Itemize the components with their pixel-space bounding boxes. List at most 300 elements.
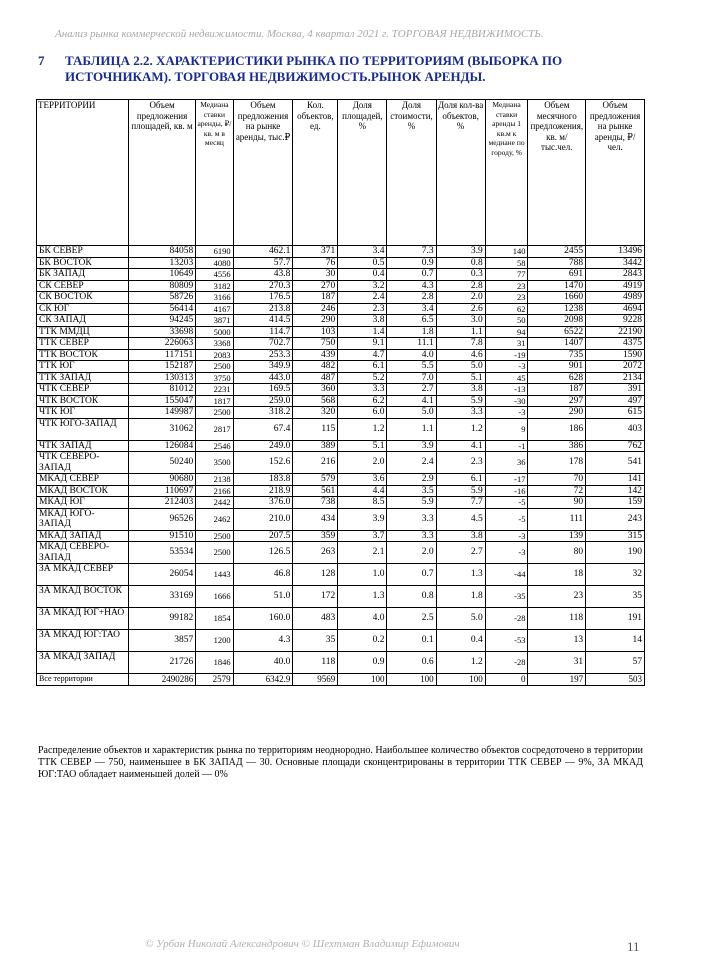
territory-cell: ТТК ММДЦ (37, 326, 129, 338)
territory-cell: СК ЗАПАД (37, 315, 129, 327)
value-cell: 1.8 (436, 586, 485, 608)
territory-cell: ЗА МКАД ЮГ:ТАО (37, 630, 129, 652)
territory-cell: МКАД ЗАПАД (37, 530, 129, 542)
value-cell: 183.8 (233, 474, 293, 486)
table-row (37, 372, 645, 384)
value-cell: 1666 (196, 586, 233, 608)
value-cell: 31 (528, 652, 586, 674)
value-cell: 8.5 (338, 497, 387, 509)
territory-table (36, 99, 645, 686)
value-cell: 13496 (586, 246, 645, 258)
value-cell: 191 (586, 608, 645, 630)
value-cell: 360 (293, 384, 338, 396)
column-header: Объем предложения на рынке аренды, тыс.₽ (233, 100, 293, 246)
value-cell: 23 (528, 586, 586, 608)
value-cell: 0.4 (436, 630, 485, 652)
value-cell: -28 (485, 652, 528, 674)
value-cell: 56414 (128, 303, 195, 315)
value-cell: 51.0 (233, 586, 293, 608)
value-cell: 226063 (128, 338, 195, 350)
table-row (37, 349, 645, 361)
value-cell: 218.9 (233, 485, 293, 497)
value-cell: 13203 (128, 257, 195, 269)
territory-cell: МКАД ВОСТОК (37, 485, 129, 497)
table-row (37, 485, 645, 497)
value-cell: 2.3 (436, 452, 485, 474)
value-cell: 0.1 (387, 630, 436, 652)
table-row (37, 542, 645, 564)
value-cell: 84058 (128, 246, 195, 258)
value-cell: 2.3 (338, 303, 387, 315)
value-cell: 94 (485, 326, 528, 338)
column-header: Доля кол-ва объектов, % (436, 100, 485, 246)
value-cell: 4.4 (338, 485, 387, 497)
value-cell: 2.9 (387, 474, 436, 486)
total-value-cell: 100 (338, 674, 387, 686)
value-cell: 3.7 (338, 530, 387, 542)
value-cell: 1.3 (436, 564, 485, 586)
value-cell: 788 (528, 257, 586, 269)
value-cell: 152187 (128, 361, 195, 373)
column-header: Объем предложения на рынке аренды, ₽/чел. (586, 100, 645, 246)
value-cell: 5.5 (387, 361, 436, 373)
value-cell: 187 (293, 292, 338, 304)
value-cell: 140 (485, 246, 528, 258)
territory-cell: ТТК ЮГ (37, 361, 129, 373)
caption-title: ТАБЛИЦА 2.2. ХАРАКТЕРИСТИКИ РЫНКА ПО ТЕРРИТОРИЯМ (ВЫБОРКА ПО ИСТОЧНИКАМ). ТОРГОВАЯ НЕДВИЖИМОСТЬ.РЫНОК АРЕНДЫ. (65, 53, 563, 84)
territory-cell: МКАД ЮГ (37, 497, 129, 509)
value-cell: 90 (528, 497, 586, 509)
territory-cell: МКАД СЕВЕР (37, 474, 129, 486)
value-cell: 253.3 (233, 349, 293, 361)
value-cell: 216 (293, 452, 338, 474)
table-row (37, 564, 645, 586)
value-cell: -17 (485, 474, 528, 486)
value-cell: 5.9 (436, 395, 485, 407)
value-cell: 270 (293, 280, 338, 292)
value-cell: 103 (293, 326, 338, 338)
value-cell: -1 (485, 440, 528, 452)
value-cell: 172 (293, 586, 338, 608)
value-cell: 6.0 (338, 407, 387, 419)
value-cell: 359 (293, 530, 338, 542)
value-cell: 1846 (196, 652, 233, 674)
value-cell: 4.1 (436, 440, 485, 452)
value-cell: 187 (528, 384, 586, 396)
value-cell: 3442 (586, 257, 645, 269)
total-value-cell: 100 (387, 674, 436, 686)
territory-cell: ЧТК СЕВЕР (37, 384, 129, 396)
value-cell: 1.2 (436, 418, 485, 440)
value-cell: 263 (293, 542, 338, 564)
value-cell: 7.0 (387, 372, 436, 384)
value-cell: 178 (528, 452, 586, 474)
total-value-cell: 0 (485, 674, 528, 686)
value-cell: 0.8 (436, 257, 485, 269)
value-cell: 3500 (196, 452, 233, 474)
table-row (37, 497, 645, 509)
value-cell: 53534 (128, 542, 195, 564)
territory-cell: ЧТК ЗАПАД (37, 440, 129, 452)
value-cell: 3.6 (338, 474, 387, 486)
total-row (37, 674, 645, 686)
total-value-cell: 9569 (293, 674, 338, 686)
table-row (37, 652, 645, 674)
value-cell: 1.3 (338, 586, 387, 608)
table-row (37, 269, 645, 281)
value-cell: 115 (293, 418, 338, 440)
value-cell: -3 (485, 542, 528, 564)
value-cell: 628 (528, 372, 586, 384)
value-cell: 94245 (128, 315, 195, 327)
value-cell: 561 (293, 485, 338, 497)
table-row (37, 630, 645, 652)
value-cell: 2.4 (387, 452, 436, 474)
value-cell: 5.0 (436, 608, 485, 630)
value-cell: 2.0 (387, 542, 436, 564)
value-cell: 4.0 (338, 608, 387, 630)
value-cell: 6.2 (338, 395, 387, 407)
table-row (37, 280, 645, 292)
value-cell: 1.1 (436, 326, 485, 338)
value-cell: 0.6 (387, 652, 436, 674)
total-value-cell: 2579 (196, 674, 233, 686)
value-cell: 46.8 (233, 564, 293, 586)
value-cell: 1660 (528, 292, 586, 304)
table-row (37, 586, 645, 608)
value-cell: 3.3 (436, 407, 485, 419)
value-cell: 4.3 (387, 280, 436, 292)
value-cell: 3.0 (436, 315, 485, 327)
value-cell: 579 (293, 474, 338, 486)
territory-cell: СК ЮГ (37, 303, 129, 315)
column-header: Кол. объектов, ед. (293, 100, 338, 246)
value-cell: 2.0 (436, 292, 485, 304)
value-cell: 159 (586, 497, 645, 509)
value-cell: 155047 (128, 395, 195, 407)
column-header: Объем предложения площадей, кв. м (128, 100, 195, 246)
value-cell: 126084 (128, 440, 195, 452)
value-cell: 43.8 (233, 269, 293, 281)
value-cell: 149987 (128, 407, 195, 419)
value-cell: 2083 (196, 349, 233, 361)
value-cell: 190 (586, 542, 645, 564)
value-cell: 33698 (128, 326, 195, 338)
value-cell: 2500 (196, 361, 233, 373)
value-cell: 22190 (586, 326, 645, 338)
value-cell: 439 (293, 349, 338, 361)
value-cell: 2.4 (338, 292, 387, 304)
value-cell: 4556 (196, 269, 233, 281)
value-cell: 3.8 (436, 384, 485, 396)
value-cell: 2455 (528, 246, 586, 258)
value-cell: 5.1 (338, 440, 387, 452)
value-cell: 58726 (128, 292, 195, 304)
value-cell: 4.3 (233, 630, 293, 652)
value-cell: 290 (528, 407, 586, 419)
value-cell: 212403 (128, 497, 195, 509)
value-cell: 4.6 (436, 349, 485, 361)
value-cell: 23 (485, 292, 528, 304)
value-cell: 0.7 (387, 564, 436, 586)
value-cell: 3.3 (338, 384, 387, 396)
value-cell: 320 (293, 407, 338, 419)
column-header: Медиана ставки аренды, ₽/кв. м в месяц (196, 100, 233, 246)
value-cell: 169.5 (233, 384, 293, 396)
value-cell: 21726 (128, 652, 195, 674)
value-cell: 2231 (196, 384, 233, 396)
value-cell: 50 (485, 315, 528, 327)
value-cell: 1407 (528, 338, 586, 350)
value-cell: -53 (485, 630, 528, 652)
value-cell: -3 (485, 530, 528, 542)
value-cell: 152.6 (233, 452, 293, 474)
territory-cell: ЗА МКАД ВОСТОК (37, 586, 129, 608)
value-cell: 3.4 (387, 303, 436, 315)
value-cell: 403 (586, 418, 645, 440)
territory-cell: ЗА МКАД ЮГ+НАО (37, 608, 129, 630)
value-cell: 246 (293, 303, 338, 315)
value-cell: 5.0 (387, 407, 436, 419)
value-cell: 391 (586, 384, 645, 396)
value-cell: 5.9 (436, 485, 485, 497)
value-cell: 2500 (196, 530, 233, 542)
value-cell: 389 (293, 440, 338, 452)
value-cell: 58 (485, 257, 528, 269)
value-cell: 33169 (128, 586, 195, 608)
value-cell: 1470 (528, 280, 586, 292)
value-cell: 99182 (128, 608, 195, 630)
value-cell: 2.8 (436, 280, 485, 292)
value-cell: 2098 (528, 315, 586, 327)
value-cell: 80809 (128, 280, 195, 292)
value-cell: -3 (485, 407, 528, 419)
value-cell: 750 (293, 338, 338, 350)
caption-number: 7 (38, 53, 45, 68)
value-cell: -28 (485, 608, 528, 630)
value-cell: 81012 (128, 384, 195, 396)
value-cell: 5.2 (338, 372, 387, 384)
table-row (37, 326, 645, 338)
value-cell: 70 (528, 474, 586, 486)
page-number: 11 (627, 939, 640, 954)
value-cell: 243 (586, 508, 645, 530)
value-cell: -3 (485, 361, 528, 373)
total-value-cell: 503 (586, 674, 645, 686)
value-cell: 0.5 (338, 257, 387, 269)
value-cell: 2.0 (338, 452, 387, 474)
value-cell: 3.3 (387, 530, 436, 542)
value-cell: 6.1 (338, 361, 387, 373)
value-cell: -19 (485, 349, 528, 361)
value-cell: 2134 (586, 372, 645, 384)
value-cell: 738 (293, 497, 338, 509)
value-cell: -30 (485, 395, 528, 407)
value-cell: 901 (528, 361, 586, 373)
value-cell: 386 (528, 440, 586, 452)
value-cell: 762 (586, 440, 645, 452)
value-cell: 6.5 (387, 315, 436, 327)
table-row (37, 530, 645, 542)
value-cell: 77 (485, 269, 528, 281)
value-cell: 118 (528, 608, 586, 630)
table-row (37, 418, 645, 440)
value-cell: 2166 (196, 485, 233, 497)
value-cell: 2.7 (436, 542, 485, 564)
value-cell: 2138 (196, 474, 233, 486)
value-cell: 2.7 (387, 384, 436, 396)
value-cell: 691 (528, 269, 586, 281)
table-row (37, 292, 645, 304)
table-header-row (37, 100, 645, 246)
value-cell: 5000 (196, 326, 233, 338)
territory-cell: ТТК ЗАПАД (37, 372, 129, 384)
territory-cell: ЧТК СЕВЕРО-ЗАПАД (37, 452, 129, 474)
value-cell: 2817 (196, 418, 233, 440)
value-cell: 2442 (196, 497, 233, 509)
value-cell: 7.3 (387, 246, 436, 258)
value-cell: 118 (293, 652, 338, 674)
value-cell: 1.8 (387, 326, 436, 338)
summary-paragraph: Распределение объектов и характеристик рынка по территориям неоднородно. Наибольшее количество объектов сосредоточено в территории ТТК СЕВЕР — 750, наименьшее в БК ЗАПАД — 30. Основные площади сконцентрированы в территории ТТК СЕВЕР — 9%, ЗА МКАД ЮГ:ТАО обладает наименьшей долей — 0% (38, 745, 643, 780)
value-cell: 4375 (586, 338, 645, 350)
value-cell: 4.7 (338, 349, 387, 361)
value-cell: 14 (586, 630, 645, 652)
value-cell: 3.5 (387, 485, 436, 497)
value-cell: 80 (528, 542, 586, 564)
territory-cell: ЧТК ЮГ (37, 407, 129, 419)
territory-cell: ТТК СЕВЕР (37, 338, 129, 350)
value-cell: 483 (293, 608, 338, 630)
value-cell: -13 (485, 384, 528, 396)
value-cell: 2.1 (338, 542, 387, 564)
territory-cell: СК СЕВЕР (37, 280, 129, 292)
value-cell: 290 (293, 315, 338, 327)
territory-cell: БК ВОСТОК (37, 257, 129, 269)
value-cell: 7.7 (436, 497, 485, 509)
value-cell: 1200 (196, 630, 233, 652)
value-cell: 5.9 (387, 497, 436, 509)
value-cell: 568 (293, 395, 338, 407)
value-cell: 1.1 (387, 418, 436, 440)
value-cell: 90680 (128, 474, 195, 486)
total-label-cell: Все территории (37, 674, 129, 686)
value-cell: 128 (293, 564, 338, 586)
territory-cell: МКАД ЮГО-ЗАПАД (37, 508, 129, 530)
value-cell: 0.9 (387, 257, 436, 269)
value-cell: 4.5 (436, 508, 485, 530)
value-cell: 2.5 (387, 608, 436, 630)
value-cell: 26054 (128, 564, 195, 586)
value-cell: 35 (586, 586, 645, 608)
value-cell: 31062 (128, 418, 195, 440)
table-row (37, 474, 645, 486)
value-cell: 176.5 (233, 292, 293, 304)
value-cell: 3.2 (338, 280, 387, 292)
table-row (37, 608, 645, 630)
value-cell: 1.2 (338, 418, 387, 440)
table-row (37, 315, 645, 327)
value-cell: 72 (528, 485, 586, 497)
value-cell: 487 (293, 372, 338, 384)
value-cell: -35 (485, 586, 528, 608)
value-cell: 735 (528, 349, 586, 361)
table-row (37, 303, 645, 315)
value-cell: 2.6 (436, 303, 485, 315)
territory-cell: ТТК ВОСТОК (37, 349, 129, 361)
value-cell: 249.0 (233, 440, 293, 452)
value-cell: 541 (586, 452, 645, 474)
column-header: Доля площадей, % (338, 100, 387, 246)
territory-cell: СК ВОСТОК (37, 292, 129, 304)
value-cell: 0.9 (338, 652, 387, 674)
value-cell: 3166 (196, 292, 233, 304)
value-cell: 30 (293, 269, 338, 281)
value-cell: 9228 (586, 315, 645, 327)
value-cell: 76 (293, 257, 338, 269)
table-row (37, 246, 645, 258)
value-cell: -16 (485, 485, 528, 497)
territory-cell: МКАД СЕВЕРО-ЗАПАД (37, 542, 129, 564)
table-row (37, 384, 645, 396)
value-cell: 259.0 (233, 395, 293, 407)
value-cell: 315 (586, 530, 645, 542)
value-cell: 2500 (196, 542, 233, 564)
value-cell: 9.1 (338, 338, 387, 350)
value-cell: 4.1 (387, 395, 436, 407)
running-header: Анализ рынка коммерческой недвижимости. Москва, 4 квартал 2021 г. ТОРГОВАЯ НЕДВИЖИМОСТЬ. (55, 28, 544, 40)
value-cell: 210.0 (233, 508, 293, 530)
value-cell: 35 (293, 630, 338, 652)
value-cell: 57.7 (233, 257, 293, 269)
value-cell: 2.8 (387, 292, 436, 304)
value-cell: 297 (528, 395, 586, 407)
value-cell: 3.9 (338, 508, 387, 530)
territory-cell: БК СЕВЕР (37, 246, 129, 258)
value-cell: 2072 (586, 361, 645, 373)
value-cell: 0.8 (387, 586, 436, 608)
table-row (37, 395, 645, 407)
value-cell: 57 (586, 652, 645, 674)
value-cell: 1854 (196, 608, 233, 630)
value-cell: -5 (485, 497, 528, 509)
column-header: Доля стоимости, % (387, 100, 436, 246)
value-cell: 1.0 (338, 564, 387, 586)
value-cell: 2843 (586, 269, 645, 281)
value-cell: 186 (528, 418, 586, 440)
territory-cell: ЗА МКАД СЕВЕР (37, 564, 129, 586)
value-cell: 3182 (196, 280, 233, 292)
value-cell: 3368 (196, 338, 233, 350)
value-cell: 45 (485, 372, 528, 384)
value-cell: 270.3 (233, 280, 293, 292)
column-header: ТЕРРИТОРИИ (37, 100, 129, 246)
value-cell: 3857 (128, 630, 195, 652)
value-cell: 4919 (586, 280, 645, 292)
column-header: Медиана ставки аренды 1 кв.м к медиане по городу, % (485, 100, 528, 246)
column-header: Объем месячного предложения, кв. м/ тыс.чел. (528, 100, 586, 246)
value-cell: 7.8 (436, 338, 485, 350)
value-cell: 3871 (196, 315, 233, 327)
value-cell: 3.8 (436, 530, 485, 542)
value-cell: 318.2 (233, 407, 293, 419)
value-cell: 2462 (196, 508, 233, 530)
value-cell: 4080 (196, 257, 233, 269)
value-cell: 376.0 (233, 497, 293, 509)
value-cell: 2500 (196, 407, 233, 419)
value-cell: 18 (528, 564, 586, 586)
value-cell: 62 (485, 303, 528, 315)
